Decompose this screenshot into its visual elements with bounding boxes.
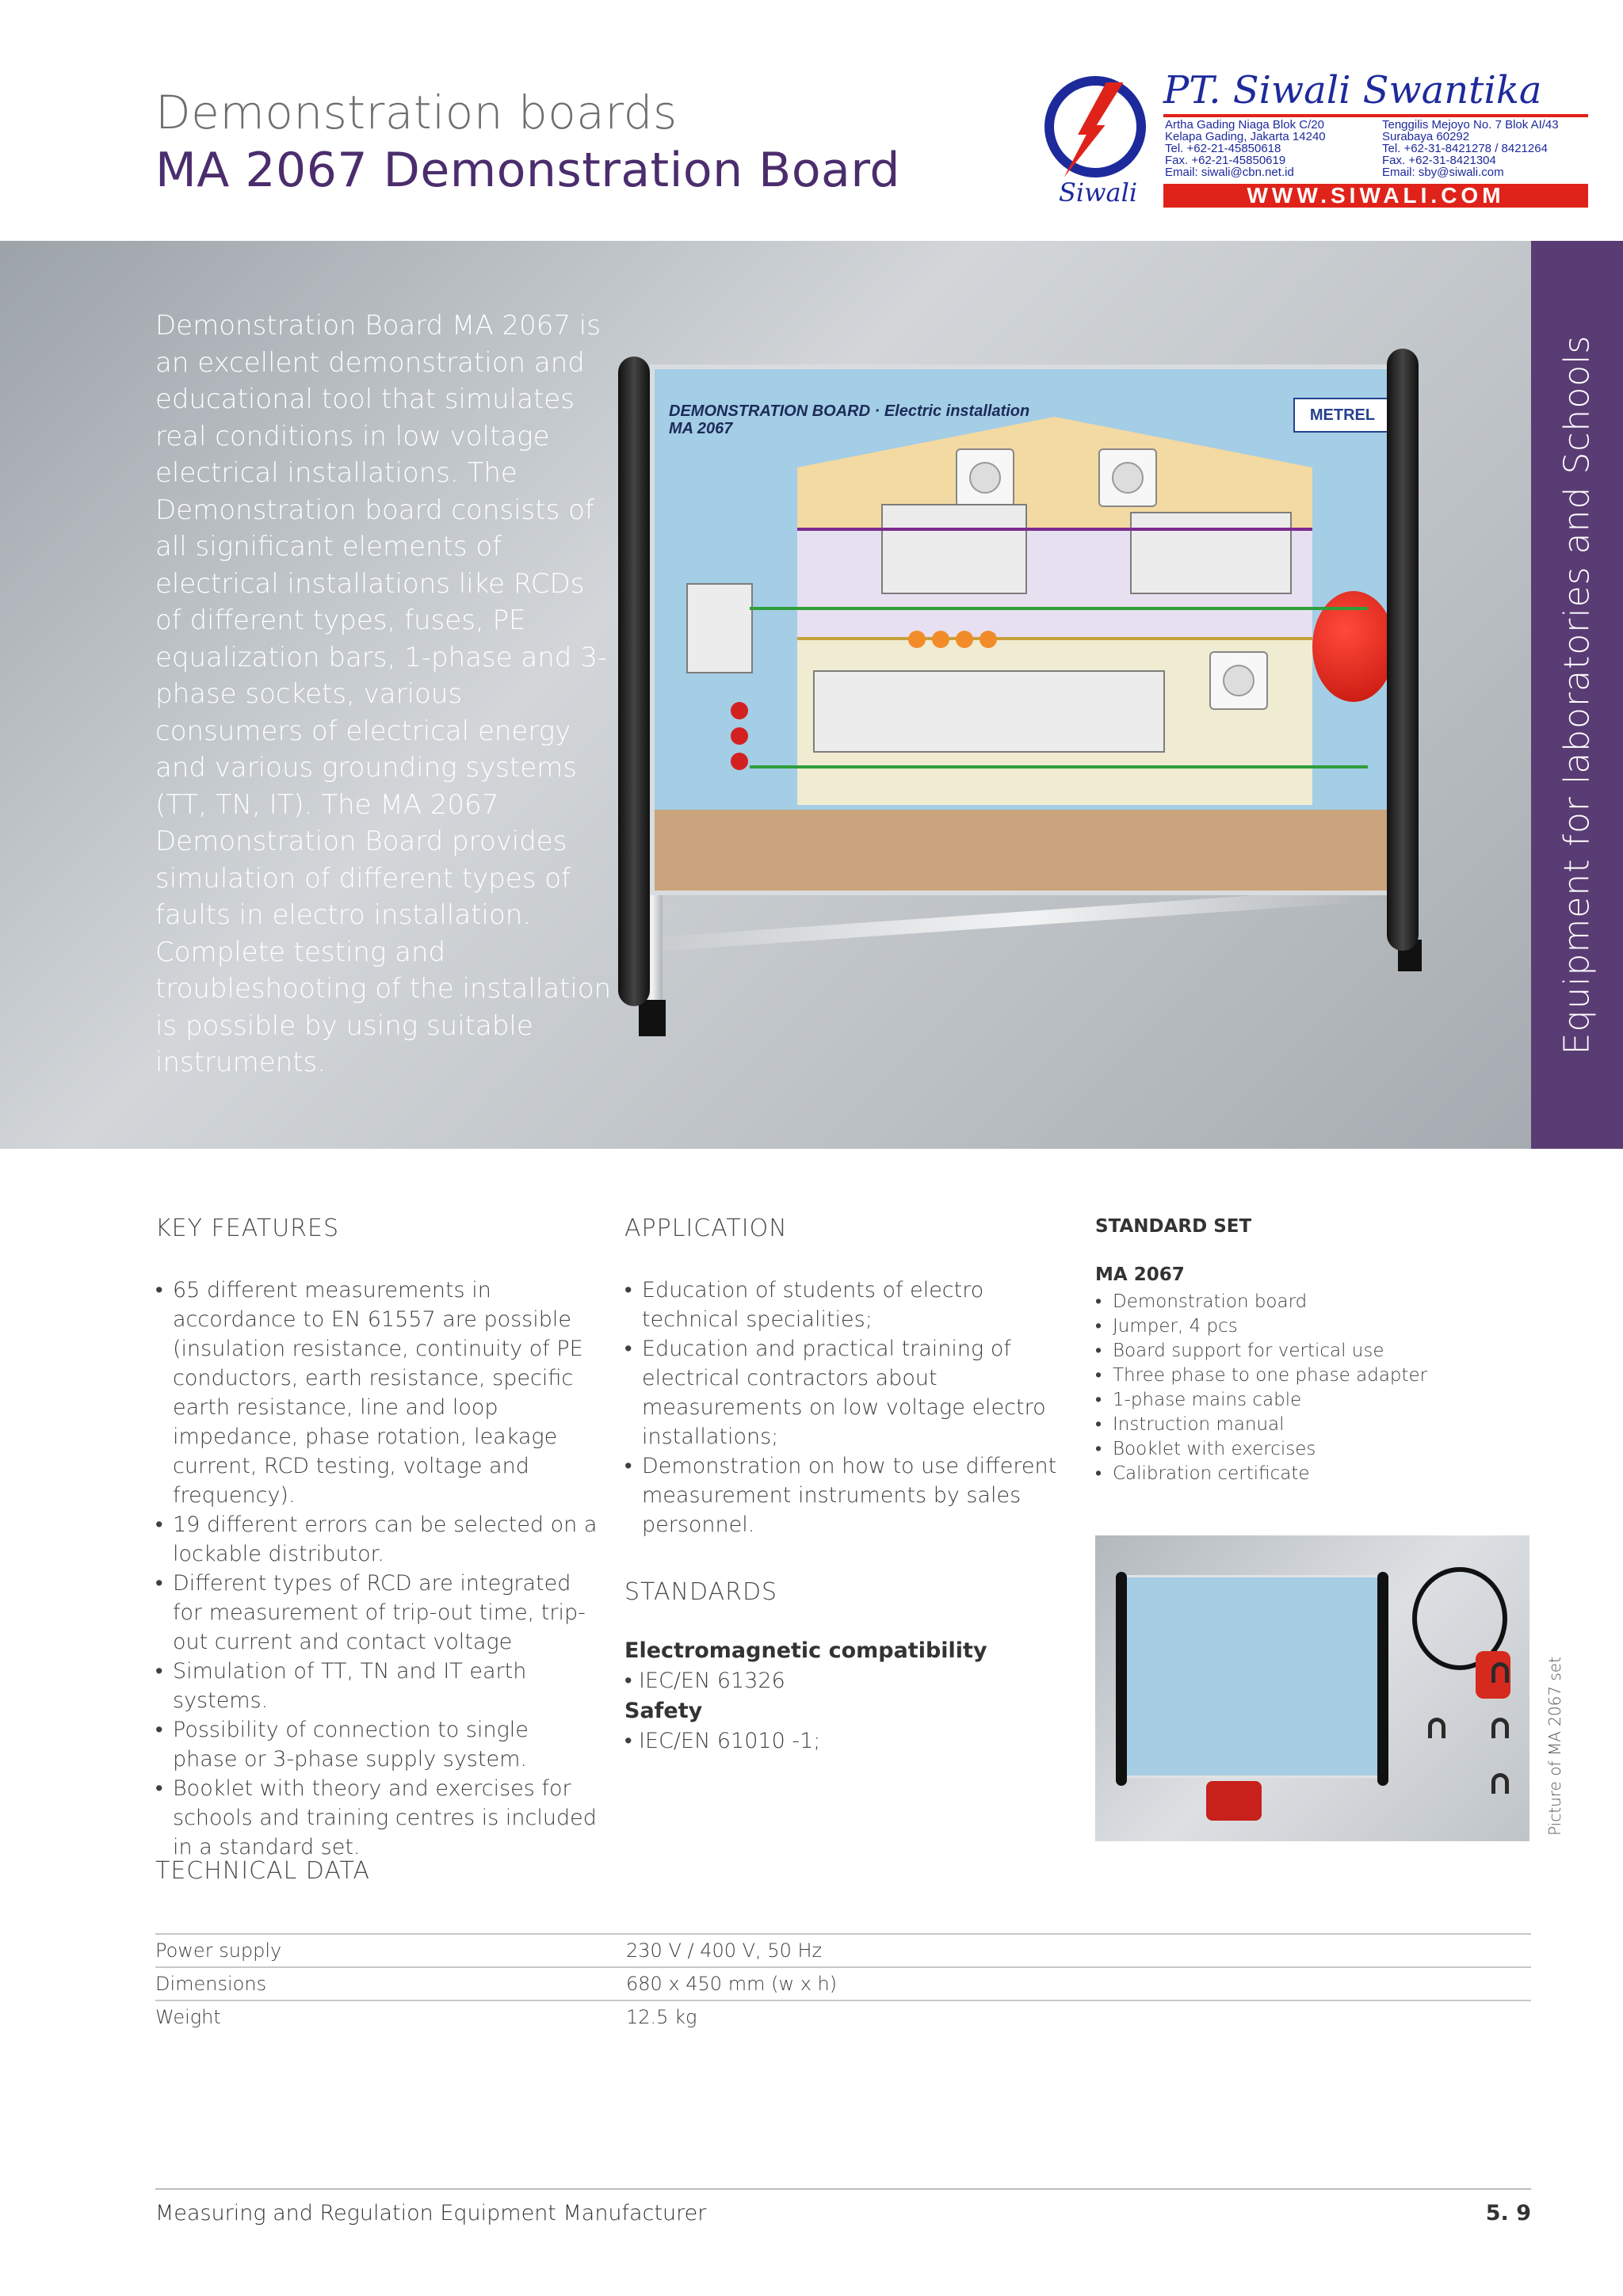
product-description: Demonstration Board MA 2067 is an excellent demonstration and educational tool that simulates real conditions in low voltage electrical installations. The Demonstration board consists of all significant elements of electrical installations like RCDs of different types, fuses, PE equalization bars, 1-phase and 3-phase sockets, various consumers of electrical energy and various grounding systems (TT, TN, IT). The MA 2067 Demonstration Board provides simulation of different types of faults in electro installation. Complete testing and troubleshooting of the installation is possible by using suitable instruments. bbox=[155, 310, 612, 1078]
address-line: Fax. +62-21-45850619 bbox=[1165, 154, 1286, 167]
website-link[interactable]: WWW.SIWALI.COM bbox=[1163, 184, 1588, 208]
list-item: • Booklet with exercises bbox=[1095, 1437, 1523, 1462]
phase-wire bbox=[797, 528, 1312, 531]
list-item: • Education of students of electro technical specialities; bbox=[624, 1276, 1068, 1334]
side-tab bbox=[1531, 241, 1623, 1149]
jumper-icon bbox=[1491, 1662, 1509, 1683]
address-line: Email: siwali@cbn.net.id bbox=[1165, 166, 1294, 179]
list-item: • Booklet with theory and exercises for schools and training centres is included in a standard set. bbox=[155, 1774, 599, 1862]
socket-outlet-2[interactable] bbox=[956, 448, 1014, 507]
standards-heading: STANDARDS bbox=[624, 1578, 778, 1606]
list-item: • Simulation of TT, TN and IT earth systems. bbox=[155, 1657, 599, 1715]
standard-set-heading: STANDARD SET bbox=[1095, 1216, 1252, 1237]
tech-label: Weight bbox=[155, 2000, 626, 2033]
board-pole-left bbox=[618, 357, 650, 1006]
list-item: • 1-phase mains cable bbox=[1095, 1388, 1523, 1413]
stand-crossbar bbox=[663, 886, 1395, 952]
logo-script-name: Siwali bbox=[1059, 177, 1138, 208]
footer-divider bbox=[155, 2188, 1531, 2190]
board-model: MA 2067 bbox=[669, 420, 733, 437]
board-ground-area bbox=[655, 810, 1406, 895]
test-terminal-l2[interactable] bbox=[731, 727, 748, 745]
list-item: • Jumper, 4 pcs bbox=[1095, 1314, 1523, 1339]
jumper-icon bbox=[1491, 1718, 1509, 1738]
application-list bbox=[624, 1276, 1068, 1539]
test-terminal-l3[interactable] bbox=[731, 753, 748, 770]
neutral-wire bbox=[797, 637, 1312, 640]
company-name: PT. Siwali Swantika bbox=[1163, 68, 1542, 113]
tech-label: Power supply bbox=[155, 1934, 626, 1967]
pe-equalization-bar bbox=[686, 583, 753, 673]
test-terminal-l1[interactable] bbox=[731, 702, 748, 719]
address-line: Kelapa Gading, Jakarta 14240 bbox=[1165, 130, 1326, 143]
address-line: Tel. +62-31-8421278 / 8421264 bbox=[1382, 142, 1548, 155]
list-item: • Possibility of connection to single phase or 3-phase supply system. bbox=[155, 1715, 599, 1774]
tech-label: Dimensions bbox=[155, 1967, 626, 2000]
list-item: • Different types of RCD are integrated for measurement of trip-out time, trip- out current and contact voltage bbox=[155, 1569, 599, 1657]
emc-label: Electromagnetic compatibility bbox=[624, 1638, 987, 1663]
board-illustration bbox=[602, 341, 1506, 1054]
table-row bbox=[155, 2000, 1531, 2033]
company-logo bbox=[1038, 67, 1591, 214]
safety-standard: • IEC/EN 61010 -1; bbox=[624, 1729, 821, 1753]
address-line: Fax. +62-31-8421304 bbox=[1382, 154, 1496, 167]
adapter-icon bbox=[1206, 1781, 1262, 1821]
picture-caption: Picture of MA 2067 set bbox=[1545, 1657, 1564, 1836]
page-title: MA 2067 Demonstration Board bbox=[155, 143, 901, 198]
tech-value: 680 x 450 mm (w x h) bbox=[626, 1967, 1531, 2000]
jumper-icon bbox=[1428, 1718, 1445, 1738]
list-item: • Demonstration on how to use different measurement instruments by sales personnel. bbox=[624, 1451, 1068, 1539]
emc-standard: • IEC/EN 61326 bbox=[624, 1669, 785, 1693]
jumper-icon bbox=[1491, 1773, 1509, 1794]
pe-wire bbox=[750, 765, 1368, 769]
tech-value: 12.5 kg bbox=[626, 2000, 1531, 2033]
lamp-icon bbox=[908, 631, 926, 648]
switch-board-s3 bbox=[1130, 512, 1292, 594]
stand-foot-left bbox=[639, 1000, 666, 1036]
lamp-1 bbox=[908, 631, 1011, 648]
standard-set-list bbox=[1095, 1290, 1523, 1486]
key-features-list bbox=[155, 1276, 599, 1862]
side-tab-label: Equipment for laboratories and Schools bbox=[1556, 334, 1598, 1055]
lamp-icon bbox=[956, 631, 973, 648]
page-category: Demonstration boards bbox=[155, 86, 678, 139]
list-item: • Education and practical training of electrical contractors about measurements on low voltage electro installations; bbox=[624, 1334, 1068, 1451]
address-line: Tel. +62-21-45850618 bbox=[1165, 142, 1281, 155]
pe-wire bbox=[750, 607, 1368, 610]
page-number: 5. 9 bbox=[1485, 2201, 1531, 2225]
list-item: • Calibration certificate bbox=[1095, 1462, 1523, 1486]
board-title bbox=[669, 402, 1029, 437]
technical-data-table bbox=[155, 1933, 1531, 2033]
address-line: Surabaya 60292 bbox=[1382, 130, 1470, 143]
board-title-text: DEMONSTRATION BOARD · Electric installation bbox=[669, 402, 1030, 420]
address-surabaya bbox=[1382, 119, 1559, 178]
socket-outlet-3[interactable] bbox=[1098, 448, 1157, 507]
list-item: • Instruction manual bbox=[1095, 1413, 1523, 1437]
board-brand-logo: METREL bbox=[1293, 398, 1392, 433]
list-item: • Three phase to one phase adapter bbox=[1095, 1363, 1523, 1388]
switch-board-s1 bbox=[813, 670, 1165, 753]
address-line: Email: sby@siwali.com bbox=[1382, 166, 1504, 179]
key-features-heading: KEY FEATURES bbox=[155, 1215, 340, 1242]
table-row bbox=[155, 1967, 1531, 2000]
emc-standard-text: IEC/EN 61326 bbox=[639, 1669, 785, 1693]
switch-board-s2 bbox=[881, 504, 1027, 594]
demonstration-board bbox=[650, 364, 1411, 895]
board-pole-right bbox=[1387, 349, 1419, 951]
logo-divider bbox=[1163, 114, 1588, 117]
list-item: • 65 different measurements in accordance to EN 61557 are possible (insulation resistance, continuity of PE conductors, earth resistance, specific earth resistance, line and loop impedance, phase rotation, leakage current, RCD testing, voltage and frequency). bbox=[155, 1276, 599, 1510]
lamp-icon bbox=[980, 631, 997, 648]
list-item: • Board support for vertical use bbox=[1095, 1339, 1523, 1363]
lamp-icon bbox=[932, 631, 949, 648]
socket-outlet-1[interactable] bbox=[1209, 651, 1268, 710]
list-item: • Demonstration board bbox=[1095, 1290, 1523, 1314]
safety-standard-text: IEC/EN 61010 -1; bbox=[639, 1729, 821, 1753]
address-line: Tenggilis Mejoyo No. 7 Blok AI/43 bbox=[1382, 118, 1559, 132]
address-jakarta bbox=[1165, 119, 1326, 178]
footer-tagline: Measuring and Regulation Equipment Manufacturer bbox=[155, 2201, 707, 2225]
address-line: Artha Gading Niaga Blok C/20 bbox=[1165, 118, 1324, 132]
thumb-pole-left bbox=[1116, 1572, 1127, 1786]
set-picture bbox=[1095, 1535, 1529, 1841]
thumb-board bbox=[1119, 1575, 1385, 1778]
thumb-pole-right bbox=[1377, 1572, 1388, 1786]
table-row bbox=[155, 1934, 1531, 1967]
application-heading: APPLICATION bbox=[624, 1215, 788, 1242]
safety-label: Safety bbox=[624, 1699, 703, 1723]
list-item: • 19 different errors can be selected on a lockable distributor. bbox=[155, 1510, 599, 1569]
tech-value: 230 V / 400 V, 50 Hz bbox=[626, 1934, 1531, 1967]
technical-data-heading: TECHNICAL DATA bbox=[155, 1857, 371, 1885]
standard-set-model: MA 2067 bbox=[1095, 1264, 1185, 1285]
